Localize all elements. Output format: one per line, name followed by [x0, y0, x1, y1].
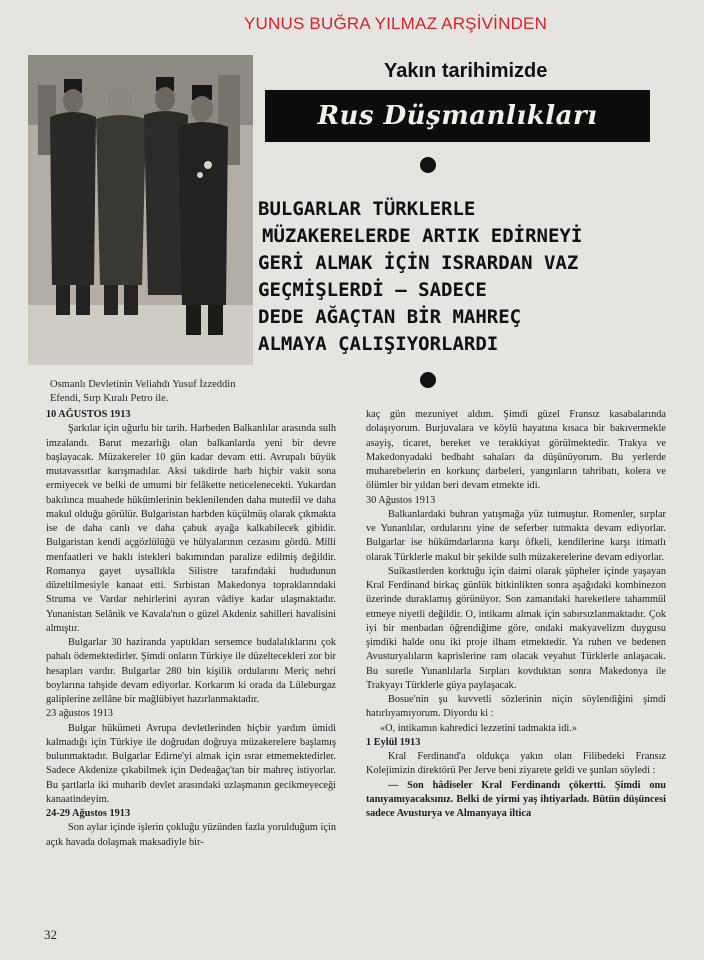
date-heading: 1 Eylül 1913	[366, 736, 421, 748]
body-paragraph: Kral Ferdinand'a oldukça yakın olan Filibedeki Fransız Kolejimizin direktörü Per Jerve beni ziyarete geldi ve şunları söyledi :	[366, 751, 666, 777]
body-paragraph: Bosue'nin şu kuvvetli sözlerinin niçin söylendiğini şimdi hatırlıyamıyorum. Diyordu ki :	[366, 694, 666, 720]
quote: «O, intikamın kahredici lezzetini tadmakta idi.»	[380, 722, 578, 734]
headline	[258, 196, 658, 358]
title-banner	[265, 90, 650, 142]
headline-line: ALMAYA ÇALIŞIYORLARDI	[258, 333, 499, 355]
body-paragraph: Suikastlerden korktuğu için daimi olarak şüpheler içinde yaşayan Kral Ferdinand birkaç günlük bitkinlikten sonra aşağıdaki kombinezon üzerinde duraklamış görünüyor. Son zamandaki hareketlere tahammül etmeye niyetli değildir. O, intikamı almak için sabırsızlanmaktadır. Çok iyi bir menbadan öğrendiğime göre, ondaki makyavelizm duygusu şimdiki halde onu iki proje ilham etmektedir. Ya ruhen ve bedenen Avusturyalıların kaprislerine ram olacak veyahut Türklerle anlaşacak. Bu suretle Yunanlılarla Sırpları kovduktan sonra Makedonya ile Trakyayı Türklerle güya paylaşacak.	[366, 565, 666, 691]
body-paragraph: Balkanlardaki buhran yatışmağa yüz tutmuştur. Romenler, sırplar ve Yunanlılar, ordularını yine de seferber tutmakta devam ediyorlar. Bulgarlar ise hükümdarlarına karşı öfkeli, kendilerine karşı itimatlı olarak Türklerle makul bir şekilde sulh müzakerelerine devam ediyorlar.	[366, 508, 666, 563]
body-paragraph: Bulgar hükümeti Avrupa devletlerinden hiçbir yardım ümidi kalmadığı için Türkiye ile doğrudan doğruya müzakerelere başlamış bulunmaktadır. Bulgarlar Edirne'yi almak için ısrar etmemektedirler. Sadece Akdenize çıkabilmek için Dedeağaç'tan bir mahreç istiyorlar. Bu şartlarla iki muharib devlet arasındaki uzlaşmanın gecikmeyeceği kanaatindeyim.	[46, 722, 336, 805]
right-column	[366, 408, 666, 821]
article-kicker: Yakın tarihimizde	[384, 60, 548, 82]
bullet-dot-top	[420, 157, 436, 173]
date-heading: 23 ağustos 1913	[46, 708, 113, 720]
headline-line: MÜZAKERELERDE ARTIK EDİRNEYİ	[262, 225, 583, 247]
historical-photo	[28, 55, 253, 365]
left-column	[46, 408, 336, 850]
page-number: 32	[44, 927, 57, 942]
date-heading: 30 Ağustos 1913	[366, 494, 436, 506]
body-paragraph: Şarkılar için uğurlu bir tarih. Harbeden Balkanlılar arasında sulh imzalandı. Barut mezarlığı olan balkanlarda yeni bir devre başlayacak. Müzakereler 10 gün kadar devam etti. Avrupalı büyük mutavassıtlar karışmadılar. Aksi takdirde harb hiçbir vakit sona ermiyecek ve belki de umumi bir felâkette neticelenecekti. Yukardan bakılınca muahede hükümlerinin beklenilenden daha mutedil ve daha makul olduğu görülür. Bulgaristan harbden küçülmüş olarak çıkmakta ise de daha canlı ve daha çabuk ayağa kalkabilecek gibidir. Bulgaristan kendi açgözlülüğü ve hülyalarının cezasını gördü. Milli menfaatleri ve haklı istekleri bakımından paralize edilmiş değildir. Romanya gayet uysallıkla Silistre tarafındaki hududunun düzeltilmesiyle kanaat etti. Sırbistan Makedonya topraklarındaki Struma ve Vardar nehirlerini ayıran vâdiye kadar ulaşmaktadır. Yunanistan Selânik ve Kavala'nın o güzel Akdeniz sahilleri havalisini almıştır.	[46, 423, 336, 634]
headline-line: GEÇMİŞLERDİ – SADECE	[258, 279, 487, 301]
headline-line: GERİ ALMAK İÇİN ISRARDAN VAZ	[258, 252, 579, 274]
archive-watermark: YUNUS BUĞRA YILMAZ ARŞİVİNDEN	[244, 14, 548, 33]
headline-line: DEDE AĞAÇTAN BİR MAHREÇ	[258, 306, 522, 328]
article-title: Rus Düşmanlıkları	[317, 101, 598, 131]
date-heading: 10 AĞUSTOS 1913	[46, 409, 131, 420]
date-heading: 24-29 Ağustos 1913	[46, 808, 131, 819]
body-paragraph: Bulgarlar 30 haziranda yaptıkları sersemce budalalıklarını çok pahalı ödemektedirler. Şimdi onların Türkiye ile düzeltecekleri zor bir hesapları vardır. Bulgarlar 280 bin kişilik ordularını Meriç nehri boylarına tahşide devam ediyorlar. Korkarım ki orada da Lüleburgaz galiplerine zellâne bir mağlübiyet hazırlanmaktadır.	[46, 637, 336, 705]
photo-caption: Osmanlı Devletinin Veliahdı Yusuf İzzeddin Efendi, Sırp Kıralı Petro ile.	[50, 379, 236, 404]
body-paragraph: — Son hâdiseler Kral Ferdinandı çökertti. Şimdi onu tanıyamıyacaksınız. Belki de yirmi yaş ihtiyarladı. Bütün düşüncesi sadece Avusturya ve Almanyaya iltica	[366, 779, 666, 819]
body-paragraph: Son aylar içinde işlerin çokluğu yüzünden fazla yorulduğum için açık havada dolaşmak maksadiyle bir-	[46, 822, 336, 848]
headline-line: BULGARLAR TÜRKLERLE	[258, 198, 476, 220]
bullet-dot-bottom	[420, 372, 436, 388]
photo-illustration	[28, 55, 253, 365]
body-paragraph: kaç gün mezuniyet aldım. Şimdi güzel Fransız kasabalarında dolaşıyorum. Burjuvalara ve köylü hayatına kısaca bir bakıvermekle asayiş, ticaret, bereket ve terakkiyat görülmektedir. Trakya ve Makedonyadaki bedbaht sahaları da düşünüyorum. Bu yerlerde muharebelerin en korkunç darbeleri, yangınların tahribatı, kolera ve ölümler bir yıldan beri devam etmekte idi.	[366, 409, 666, 492]
